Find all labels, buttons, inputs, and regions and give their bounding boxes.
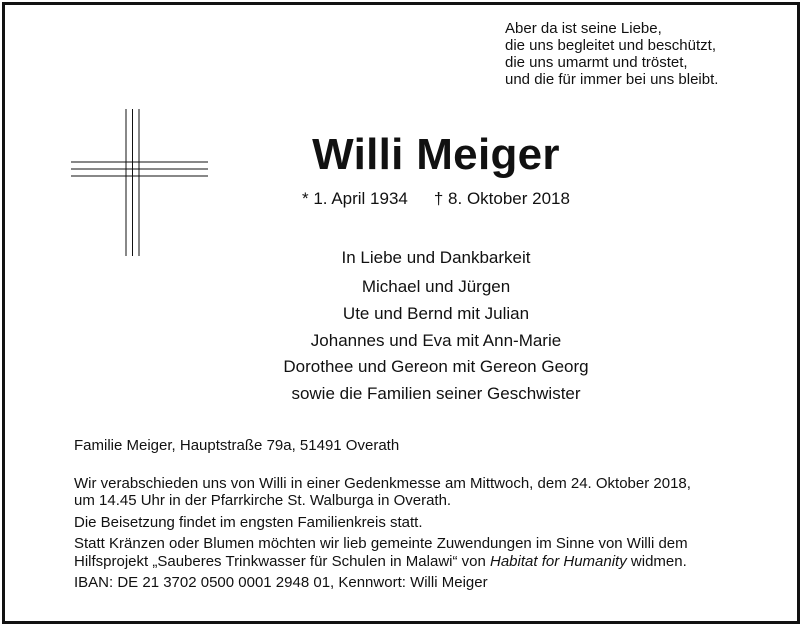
death-date: † 8. Oktober 2018 [433,189,570,208]
mourners [0,245,800,408]
mourners-intro: In Liebe und Dankbarkeit [341,248,531,267]
poem-line: und die für immer bei uns bleibt. [505,71,719,88]
poem-line: Aber da ist seine Liebe, [505,20,662,37]
donation-line: Statt Kränzen oder Blumen möchten wir lieb gemeinte Zuwendungen im Sinne von Willi dem [74,535,688,552]
deceased-name: Willi Meiger [312,130,560,179]
burial-note: Die Beisetzung findet im engsten Familienkreis statt. [74,513,423,531]
service-line: um 14.45 Uhr in der Pfarrkirche St. Walburga in Overath. [74,492,452,509]
mourner-line: sowie die Familien seiner Geschwister [291,384,581,404]
iban-line: IBAN: DE 21 3702 0500 0001 2948 01, Kennwort: Willi Meiger [74,574,488,591]
donation-text-end: widmen. [626,552,687,570]
mourner-line: Johannes und Eva mit Ann-Marie [310,330,562,350]
mourner-line: Michael und Jürgen [361,277,511,296]
poem-line: die uns umarmt und tröstet, [505,54,688,71]
service-info [74,437,754,592]
mourner-line: Ute und Bernd mit Julian [342,303,530,323]
organization-name: Habitat for Humanity [490,552,627,570]
service-line: Wir verabschieden uns von Willi in einer Gedenkmesse am Mittwoch, dem 24. Oktober 2018, [74,474,691,492]
mourner-line: Dorothee und Gereon mit Gereon Georg [283,357,589,377]
poem-line: die uns begleitet und beschützt, [505,37,716,54]
life-dates [0,189,800,209]
donation-line [74,553,754,571]
donation-text: Hilfsprojekt „Sauberes Trinkwasser für Schulen in Malawi“ von [74,552,490,570]
family-address: Familie Meiger, Hauptstraße 79a, 51491 Overath [74,437,400,454]
birth-date: * 1. April 1934 [302,189,408,208]
